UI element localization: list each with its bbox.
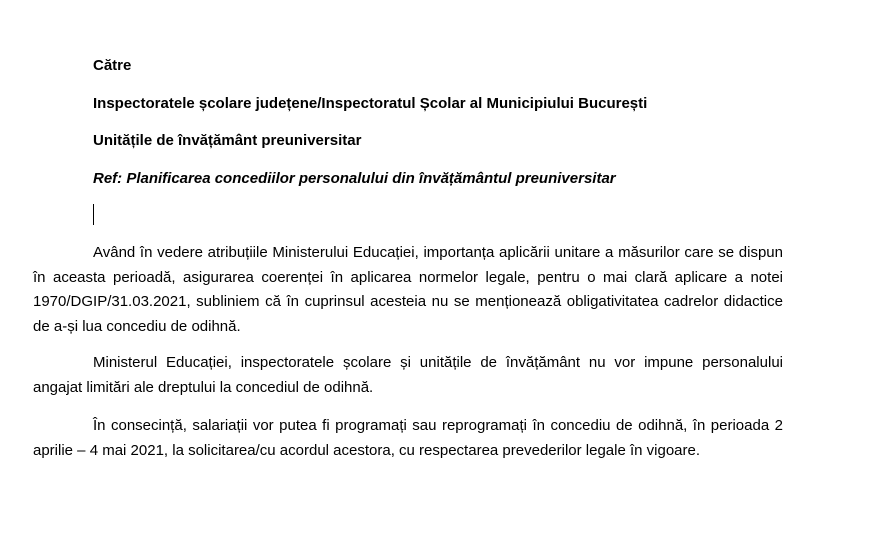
body-paragraph-2: Ministerul Educației, inspectoratele școlare și unitățile de învățământ nu vor impune personalului angajat limitări ale dreptului la concediul de odihnă. xyxy=(33,354,783,396)
body-paragraph-1: Având în vedere atribuțiile Ministerului Educației, importanța aplicării unitare a măsurilor care se dispun în aceasta perioadă, asigurarea coerenței în aplicarea normelor legale, pentru o mai clară aplicare a notei 1970/DGIP/31.03.2021, subliniem că în cuprinsul acesteia nu se menționează obligativitatea cadrelor didactice de a-și lua concediu de odihnă. xyxy=(33,244,783,335)
recipient-inspectorates: Inspectoratele școlare județene/Inspectoratul Școlar al Municipiului București xyxy=(93,95,648,112)
text-cursor[interactable] xyxy=(93,204,94,225)
body-paragraph-3: În consecință, salariații vor putea fi programați sau reprogramați în concediu de odihnă, în perioada 2 aprilie – 4 mai 2021, la solicitarea/cu acordul acestora, cu respectarea prevederilor legale în vigoare. xyxy=(33,417,783,459)
recipient-schools: Unitățile de învățământ preuniversitar xyxy=(93,132,362,149)
reference-line: Ref: Planificarea concediilor personalului din învățământul preuniversitar xyxy=(93,170,616,187)
recipient-to-label: Către xyxy=(93,57,132,74)
